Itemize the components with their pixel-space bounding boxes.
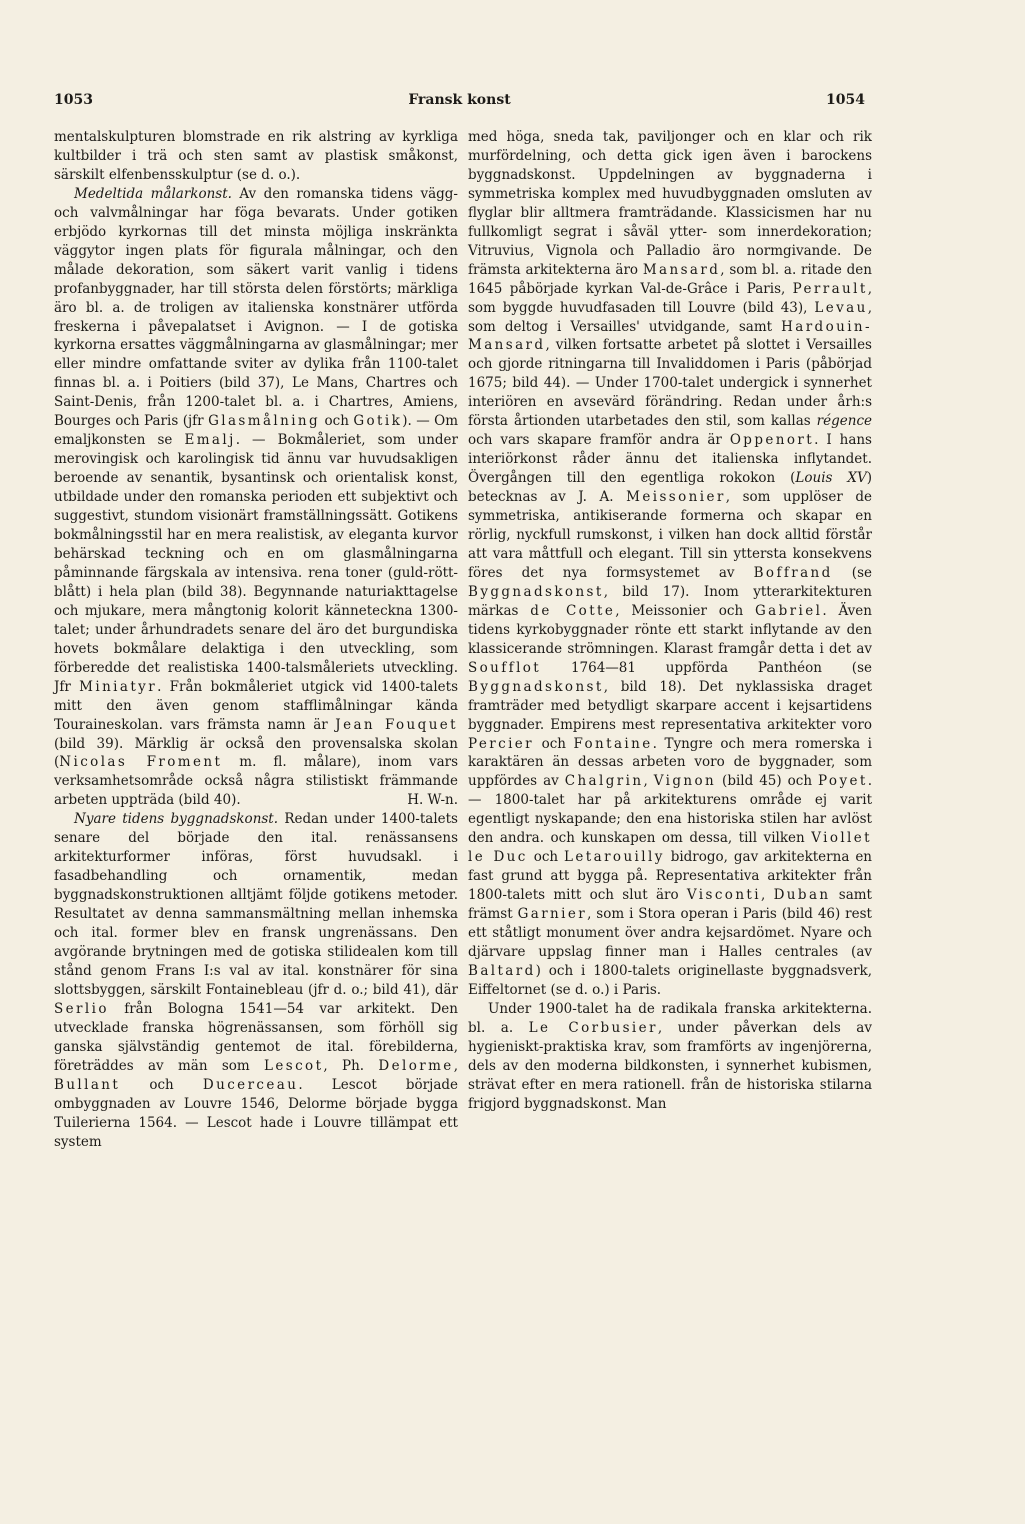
page-header [54, 92, 865, 114]
cross-reference: Lescot [264, 1057, 324, 1074]
cross-reference: Jean Fouquet [335, 716, 459, 733]
cross-reference: Chalgrin [564, 773, 644, 790]
cross-reference: Levau [814, 299, 868, 316]
cross-reference: Delorme [378, 1057, 454, 1074]
cross-reference: Baltard [468, 962, 536, 979]
cross-reference: Bullant [54, 1076, 121, 1093]
cross-reference: Gotik [353, 413, 403, 430]
cross-reference: Boffrand [753, 564, 833, 581]
cross-reference: Fontaine [573, 735, 653, 752]
right-column [468, 128, 872, 1114]
cross-reference: Percier [468, 735, 535, 752]
cross-reference: Oppenort [729, 432, 815, 449]
cross-reference: Hardouin-Mansard [468, 318, 872, 354]
cross-reference: Soufflot [468, 659, 542, 676]
cross-reference: Letarouilly [564, 849, 665, 866]
cross-reference: Viollet le Duc [468, 830, 872, 866]
section-heading: Medeltida målarkonst. [74, 185, 232, 202]
cross-reference: Meissonier [626, 489, 726, 506]
cross-reference: Glasmålning [208, 413, 321, 430]
cross-reference: Poyet [817, 773, 868, 790]
cross-reference: de Cotte [530, 602, 616, 619]
paragraph-modern-architecture: Nyare tidens byggnadskonst. Redan under 1400-talets senare del började den ital. renässansens arkitekturformer införas, först huvudsakl. i fasadbehandling och ornamentik, medan byggnadskonstruktionen alltjämt följde gotikens metoder. Resultatet av denna sammansmältning mellan inhemska och ital. former blev en fransk ungrenässans. Den avgörande brytningen med de gotiska stilidealen kom till stånd genom Frans I:s val av ital. konstnärer för sina slottsbyggen, särskilt Fontainebleau (jfr d. o.; bild 41), där Serlio från Bologna 1541—54 var arkitekt. Den utvecklade franska högrenässansen, som förhöll sig ganska självständig gentemot de ital. förebilderna, företräddes av män som Lescot, Ph. Delorme, Bullant och Ducerceau. Lescot började ombyggnaden av Louvre 1546, Delorme började bygga Tuilerierna 1564. — Lescot hade i Louvre tillämpat ett system [54, 811, 458, 1150]
cross-reference: Le Corbusier [528, 1019, 658, 1036]
author-signature: H. W-n. [407, 792, 458, 809]
cross-reference: Duban [773, 887, 831, 904]
italic-term: régence [816, 413, 872, 430]
cross-reference: Garnier [517, 906, 588, 923]
cross-reference: Nicolas Froment [59, 754, 223, 771]
section-heading: Nyare tidens byggnadskonst. [74, 811, 279, 828]
paragraph-medieval-painting: Medeltida målarkonst. Av den romanska tidens vägg- och valvmålningar har föga bevarats. Under gotiken erbjödo kyrkornas till det minsta möjliga inskränkta väggytor ingen plats för figurala målningar, och den målade dekoration, som säkert varit vanlig i tidens profanbyggnader, har till största delen förstörts; märkliga äro bl. a. de troligen av italienska konstnärer utförda freskerna i påvepalatset i Avignon. — I de gotiska kyrkorna ersattes väggmålningarna av glasmålningar; mer eller mindre omfattande sviter av dylika från 1100-talet finnas bl. a. i Poitiers (bild 37), Le Mans, Chartres och Saint-Denis, från 1200-talet bl. a. i Chartres, Amiens, Bourges och Paris (jfr Glasmålning och Gotik). — Om emaljkonsten se Emalj. — Bokmåleriet, som under merovingisk och karolingisk tid ännu var huvudsakligen beroende av senantik, bysantinsk och orientalisk konst, utbildade under den romanska perioden ett subjektivt och suggestivt, stundom visionärt framställningssätt. Gotikens bokmålningsstil har en mera realistisk, av eleganta kurvor behärskad teckning och en om glasmålningarna påminnande färgskala av intensiva. rena toner (guld-rött-blått) i hela plan (bild 38). Begynnande naturiakttagelse och mjukare, mera mångtonig kolorit känneteckna 1300-talet; under århundradets senare del äro det burgundiska hovets bokmålare delaktiga i den utveckling, som förberedde det realistiska 1400-talsmåleriets utveckling. Jfr Miniatyr. Från bokmåleriet utgick vid 1400-talets mitt den även genom stafflimålningar kända Touraineskolan. vars främsta namn är Jean Fouquet (bild 39). Märklig är också den provensalska skolan (Nicolas Froment m. fl. målare), inom vars verksamhetsområde också några stilistiskt främmande arbeten uppträda (bild 40). H. W-n. [54, 185, 459, 809]
paragraph-continued: med höga, sneda tak, paviljonger och en klar och rik murfördelning, och detta gick igen även i barockens byggnadskonst. Uppdelningen av byggnaderna i symmetriska komplex med huvudbyggnaden omsluten av flyglar blir alltmera framträdande. Klassicismen har nu fullkomligt segrat i såväl ytter- som innerdekoration; Vitruvius, Vignola och Palladio äro normgivande. De främsta arkitekterna äro Mansard, som bl. a. ritade den 1645 påbörjade kyrkan Val-de-Grâce i Paris, Perrault, som byggde huvudfasaden till Louvre (bild 43), Levau, som deltog i Versailles' utvidgande, samt Hardouin-Mansard, vilken fortsatte arbetet på slottet i Versailles och gjorde ritningarna till Invaliddomen i Paris (påbörjad 1675; bild 44). — Under 1700-talet undergick i synnerhet interiören en avsevärd förändring. Redan under årh:s första årtionden utarbetades den stil, som kallas régence och vars skapare framför andra är Oppenort. I hans interiörkonst råder ännu det italienska inflytandet. Övergången till den egentliga rokokon (Louis XV) betecknas av J. A. Meissonier, som upplöser de symmetriska, antikiserande formerna och skapar en rörlig, nyckfull rumskonst, i vilken han dock alltid förstår att vara måttfull och elegant. Till sin yttersta konsekvens föres det nya formsystemet av Boffrand (se Byggnadskonst, bild 17). Inom ytterarkitekturen märkas de Cotte, Meissonier och Gabriel. Även tidens kyrkobyggnader rönte ett starkt inflytande av den klassicerande strömningen. Klarast framgår detta i det av Soufflot 1764—81 uppförda Panthéon (se Byggnadskonst, bild 18). Det nyklassiska draget framträder med betydligt skarpare accent i kejsartidens byggnader. Empirens mest representativa arkitekter voro Percier och Fontaine. Tyngre och mera romerska i karaktären än dessas arbeten voro de byggnader, som uppfördes av Chalgrin, Vignon (bild 45) och Poyet. — 1800-talet har på arkitekturens område ej varit egentligt nyskapande; den ena historiska stilen har avlöst den andra. och kunskapen om dessa, till vilken Viollet le Duc och Letarouilly bidrogo, gav arkitekterna en fast grund att bygga på. Representativa arkitekter från 1800-talets mitt och slut äro Visconti, Duban samt främst Garnier, som i Stora operan i Paris (bild 46) rest ett ståtligt monument över andra kejsardömet. Nyare och djärvare uppslag finner man i Halles centrales (av Baltard) och i 1800-talets originellaste byggnadsverk, Eiffeltornet (se d. o.) i Paris. [468, 129, 873, 998]
cross-reference: Ducerceau [202, 1076, 299, 1093]
italic-term: Louis XV [795, 470, 867, 487]
paragraph: mentalskulpturen blomstrade en rik alstring av kyrkliga kultbilder i trä och sten samt av plastisk småkonst, särskilt elfenbensskulptur (se d. o.). [54, 129, 458, 183]
page-number-left: 1053 [54, 92, 93, 108]
cross-reference: Serlio [54, 1000, 109, 1017]
left-column [54, 128, 458, 1151]
cross-reference: Visconti [686, 887, 761, 904]
cross-reference: Mansard [642, 261, 721, 278]
cross-reference: Vignon [653, 773, 717, 790]
cross-reference: Gabriel [755, 602, 823, 619]
cross-reference: Emalj [184, 432, 236, 449]
running-title: Fransk konst [408, 92, 511, 108]
cross-reference: Byggnadskonst [468, 678, 604, 695]
cross-reference: Miniatyr [79, 678, 158, 695]
paragraph-20th-century: Under 1900-talet ha de radikala franska arkitekterna. bl. a. Le Corbusier, under påverkan dels av hygieniskt-praktiska krav, som framförts av ingenjörerna, dels av den moderna bildkonsten, i synnerhet kubismen, strävat efter en mera rationell. från de historiska stilarna frigjord byggnadskonst. Man [468, 1000, 872, 1112]
cross-reference: Perrault [792, 280, 868, 297]
cross-reference: Byggnadskonst [468, 583, 604, 600]
page-number-right: 1054 [826, 92, 865, 108]
